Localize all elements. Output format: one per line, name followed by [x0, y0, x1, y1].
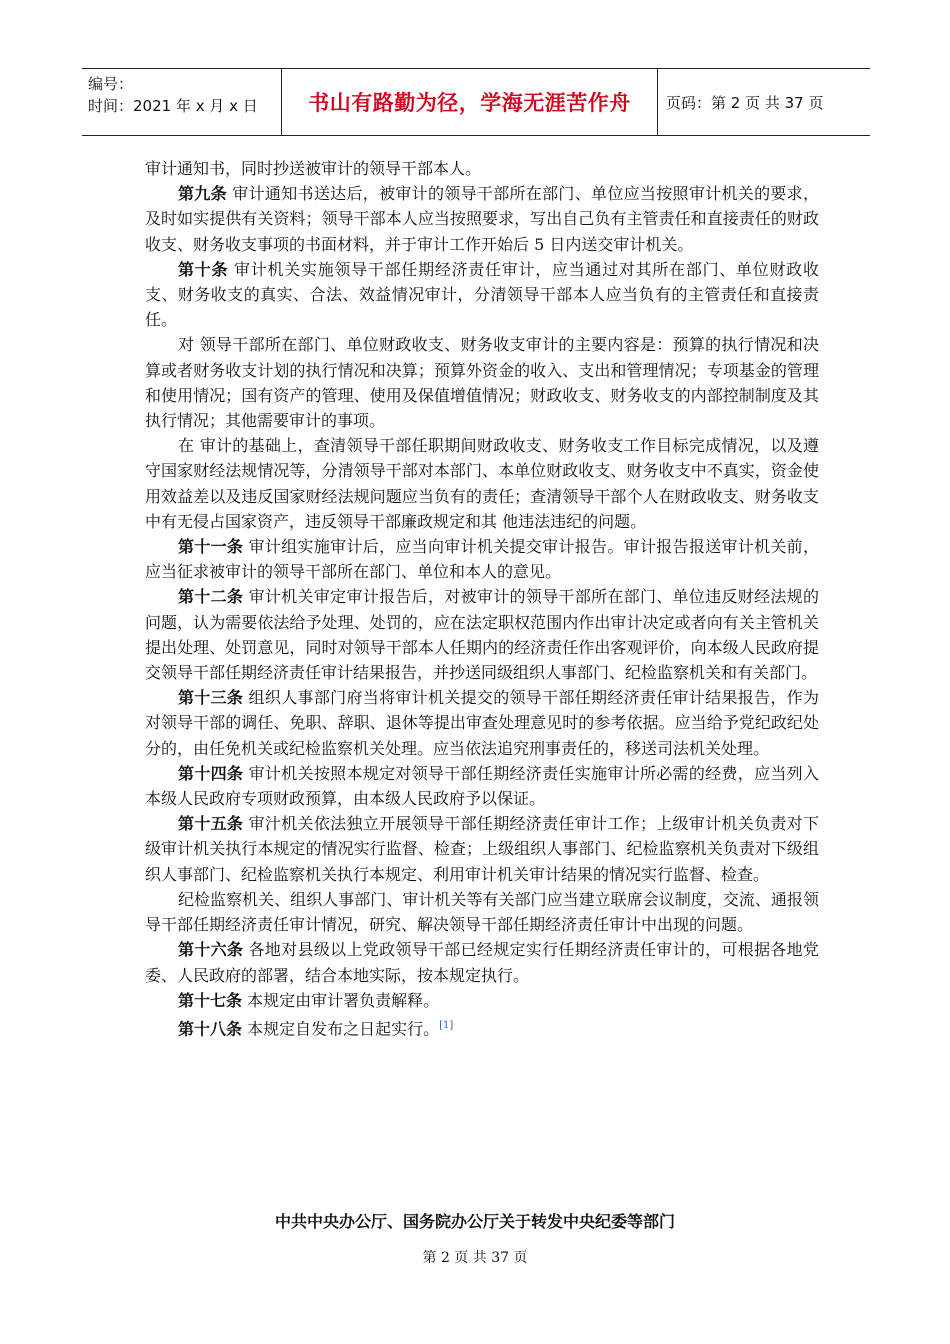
paragraph: [145, 887, 819, 937]
page-label: 页码：第 2 页 共 37 页: [666, 93, 824, 112]
paragraph-text: 审汁机关依法独立开展领导干部任期经济责任审计工作；上级审计机关负责对下级审计机关执行本规定的情况实行监督、检查；上级组织人事部门、纪检监察机关负责对下级组织人事部门、纪检监察机关执行本规定、利用审计机关审计结果的情况实行监督、检查。: [145, 814, 819, 884]
number-label: 编号：: [88, 75, 134, 93]
paragraph-text: 审计机关按照本规定对领导干部任期经济责任实施审计所必需的经费，应当列入本级人民政府专项财政预算，由本级人民政府予以保证。: [145, 763, 819, 809]
paragraph: [145, 181, 819, 257]
paragraph-text: 纪检监察机关、组织人事部门、审计机关等有关部门应当建立联席会议制度，交流、通报领导干部任期经济责任审计情况，研究、解决领导干部任期经济责任审计中出现的问题。: [145, 889, 819, 935]
motto-text: 书山有路勤为径，学海无涯苦作舟: [308, 91, 631, 115]
paragraph-text: 对 领导干部所在部门、单位财政收支、财务收支审计的主要内容是：预算的执行情况和决算或者财务收支计划的执行情况和决算；预算外资金的收入、支出和管理情况；专项基金的管理和使用情况；国有资产的管理、使用及保值增值情况；财政收支、财务收支的内部控制制度及其执行情况；其他需要审计的事项。: [145, 335, 819, 431]
document-body: [145, 156, 819, 1041]
paragraph: [145, 1013, 819, 1042]
paragraph-text: 各地对县级以上党政领导干部已经规定实行任期经济责任审计的，可根据各地党委、人民政府的部署，结合本地实际，按本规定执行。: [145, 940, 819, 985]
paragraph: [145, 257, 819, 333]
paragraph: [145, 433, 819, 534]
article-number: 第十六条: [178, 940, 244, 960]
article-number: 第十二条: [178, 587, 244, 607]
header-info-cell: [82, 69, 282, 135]
paragraph-text: 本规定自发布之日起实行。: [242, 1019, 440, 1039]
paragraph-text: 组织人事部门府当将审计机关提交的领导干部任期经济责任审计结果报告，作为对领导干部的调任、免职、辞职、退休等提出审查处理意见时的参考依据。应当给予党纪政纪处分的，由任免机关或纪检监察机关处理。应当依法追究刑事责任的，移送司法机关处理。: [145, 688, 819, 758]
paragraph-text: 在 审计的基础上，查清领导干部任职期间财政收支、财务收支工作目标完成情况，以及遵守国家财经法规情况等，分清领导干部对本部门、本单位财政收支、财务收支中不真实，资金使用效益差以及违反国家财经法规问题应当负有的责任；查清领导干部个人在财政收支、财务收支中有无侵占国家资产，违反领导干部廉政规定和其 他违法违纪的问题。: [145, 436, 819, 531]
document-header: [82, 68, 870, 136]
article-number: 第十四条: [178, 763, 244, 783]
date-label: 时间：2021 年 x 月 x 日: [88, 97, 258, 115]
header-page-cell: [658, 69, 870, 135]
article-number: 第十七条: [178, 990, 243, 1010]
paragraph-text: 审计机关审定审计报告后，对被审计的领导干部所在部门、单位违反财经法规的问题，认为需要依法给予处理、处罚的，应在法定职权范围内作出审计决定或者向有关主管机关提出处理、处罚意见，同时对领导干部本人任期内的经济责任作出客观评价，向本级人民政府提交领导干部任期经济责任审计结果报告，并抄送同级组织人事部门、纪检监察机关和有关部门。: [145, 587, 819, 683]
paragraph: [145, 937, 819, 987]
footnote-link[interactable]: [1]: [439, 1019, 454, 1031]
paragraph-text: 审计通知书，同时抄送被审计的领导干部本人。: [145, 159, 482, 178]
article-number: 第十五条: [178, 814, 244, 834]
header-motto-cell: [282, 69, 658, 135]
paragraph-text: 审计通知书送达后，被审计的领导干部所在部门、单位应当按照审计机关的要求，及时如实提供有关资料；领导干部本人应当按照要求，写出自己负有主管责任和直接责任的财政收支、财务收支事项的书面材料，并于审计工作开始后 5 日内送交审计机关。: [145, 184, 819, 254]
article-number: 第十一条: [178, 537, 244, 557]
paragraph-text: 本规定由审计署负责解释。: [242, 990, 440, 1010]
paragraph: [145, 332, 819, 433]
article-number: 第十条: [178, 259, 229, 279]
paragraph-text: 审计组实施审计后，应当向审计机关提交审计报告。审计报告报送审计机关前，应当征求被审计的领导干部所在部门、单位和本人的意见。: [145, 537, 819, 582]
page-footer: 第 2 页 共 37 页: [422, 1250, 528, 1266]
article-number: 第十三条: [178, 688, 244, 708]
article-number: 第十八条: [178, 1019, 243, 1039]
paragraph: [145, 156, 819, 181]
paragraph: [145, 685, 819, 761]
article-number: 第九条: [178, 184, 227, 204]
paragraph: [145, 761, 819, 811]
paragraph: [145, 988, 819, 1013]
paragraph: [145, 584, 819, 685]
paragraph: [145, 534, 819, 584]
paragraph: [145, 811, 819, 887]
paragraph-text: 审计机关实施领导干部任期经济责任审计，应当通过对其所在部门、单位财政收支、财务收支的真实、合法、效益情况审计，分清领导干部本人应当负有的主管责任和直接责任。: [145, 259, 819, 330]
section-heading: 中共中央办公厅、国务院办公厅关于转发中央纪委等部门: [274, 1212, 675, 1231]
